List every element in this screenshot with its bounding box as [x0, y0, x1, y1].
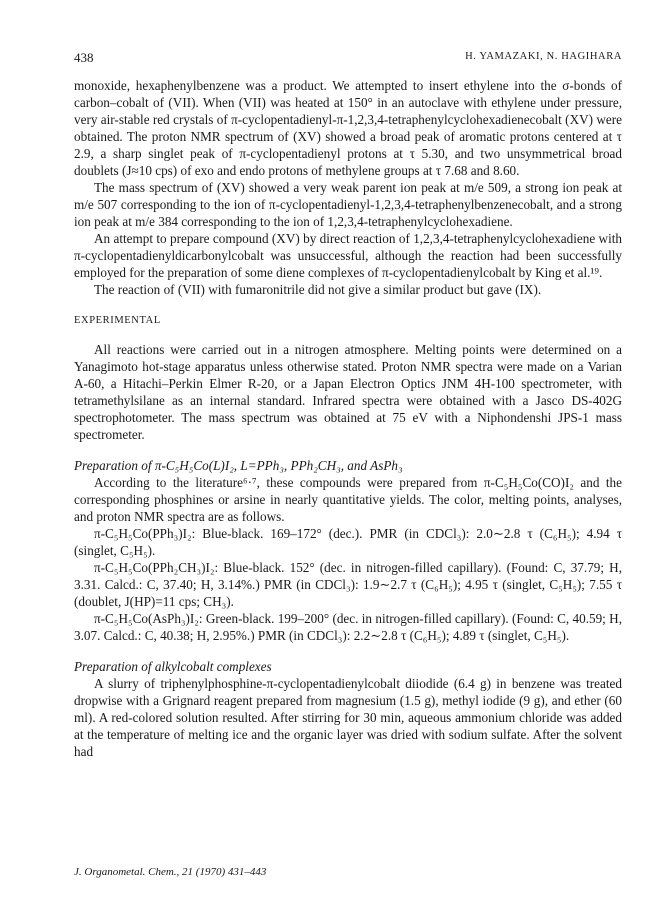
paragraph: monoxide, hexaphenylbenzene was a product. We attempted to insert ethylene into the σ-bonds of carbon–cobalt of (VII). When (VII) was heated at 150° in an autoclave with ethylene under pressure, very air-stable red crystals of π-cyclopentadienyl-π-1,2,3,4-tetraphenylcyclohexadienecobalt (XV) were obtained. The proton NMR spectrum of (XV) showed a broad peak of aromatic protons centered at τ 2.9, a sharp singlet peak of π-cyclopentadienyl protons at τ 5.30, and two unsymmetrical broad doublets (J≈10 cps) of exo and endo protons of methylene groups at τ 7.68 and 8.60.	[74, 78, 622, 178]
paragraph: A slurry of triphenylphosphine-π-cyclopentadienylcobalt diiodide (6.4 g) in benzene was treated dropwise with a Grignard reagent prepared from magnesium (1.5 g), methyl iodide (9 g), and ether (60 ml). A red-colored solution resulted. After stirring for 30 min, aqueous ammonium chloride was added at the temperature of melting ice and the organic layer was dried with sodium sulfate. After the solvent had	[74, 676, 622, 759]
paragraph: The mass spectrum of (XV) showed a very weak parent ion peak at m/e 509, a strong ion peak at m/e 507 corresponding to the ion of π-cyclopentadienyl-1,2,3,4-tetraphenylbenzenecobalt, and a strong ion peak at m/e 384 corresponding to the ion of 1,2,3,4-tetraphenylcyclohexadiene.	[74, 180, 622, 229]
compound-data: π-C₅H₅Co(AsPh₃)I₂: Green-black. 199–200° (dec. in nitrogen-filled capillary). (Found: C, 40.59; H, 3.07. Calcd.: C, 40.38; H, 2.95%.) PMR (in CDCl₃): 2.2∼2.8 τ (C₆H₅); 4.89 τ (singlet, C₅H₅).	[74, 611, 622, 643]
compound-data: π-C₅H₅Co(PPh₂CH₃)I₂: Blue-black. 152° (dec. in nitrogen-filled capillary). (Found: C, 37.79; H, 3.31. Calcd.: C, 37.40; H, 3.14%.) PMR (in CDCl₃): 1.9∼2.7 τ (C₆H₅); 4.95 τ (singlet, C₅H₅); 7.55 τ (doublet, J(HP)=11 cps; CH₃).	[74, 560, 622, 609]
paragraph: The reaction of (VII) with fumaronitrile did not give a similar product but gave (IX).	[94, 282, 542, 297]
compound-data: π-C₅H₅Co(PPh₃)I₂: Blue-black. 169–172° (dec.). PMR (in CDCl₃): 2.0∼2.8 τ (C₆H₅); 4.94 τ (singlet, C₅H₅).	[74, 526, 622, 558]
running-head-authors: H. YAMAZAKI, N. HAGIHARA	[465, 51, 622, 62]
paragraph: According to the literature⁶·⁷, these compounds were prepared from π-C₅H₅Co(CO)I₂ and the corresponding phosphines or arsine in nearly quantitative yields. The color, melting points, analyses, and proton NMR spectra are as follows.	[74, 475, 622, 524]
article-body	[74, 77, 622, 760]
section-heading-experimental: EXPERIMENTAL	[74, 315, 161, 326]
subsection-heading: Preparation of π-C₅H₅Co(L)I₂, L=PPh₃, PPh₂CH₃, and AsPh₃	[74, 458, 403, 473]
paragraph: An attempt to prepare compound (XV) by direct reaction of 1,2,3,4-tetraphenylcyclohexadiene with π-cyclopentadienyldicarbonylcobalt was unsuccessful, although the reaction had been successfully employed for the preparation of some diene complexes of π-cyclopentadienylcobalt by King et al.¹⁹.	[74, 231, 622, 280]
paragraph: All reactions were carried out in a nitrogen atmosphere. Melting points were determined on a Yanagimoto hot-stage apparatus unless otherwise stated. Proton NMR spectra were made on a Varian A-60, a Hitachi–Perkin Elmer R-20, or a Japan Electron Optics JNM 4H-100 spectrometer, with tetramethylsilane as an internal standard. Infrared spectra were obtained with a Jasco DS-402G spectrophotometer. The mass spectrum was obtained at 75 eV with a Niphondenshi JPS-1 mass spectrometer.	[74, 342, 622, 442]
subsection-heading: Preparation of alkylcobalt complexes	[74, 659, 272, 674]
journal-citation-footer: J. Organometal. Chem., 21 (1970) 431–443	[74, 866, 267, 878]
page-header	[74, 50, 622, 68]
page-number: 438	[74, 50, 94, 65]
